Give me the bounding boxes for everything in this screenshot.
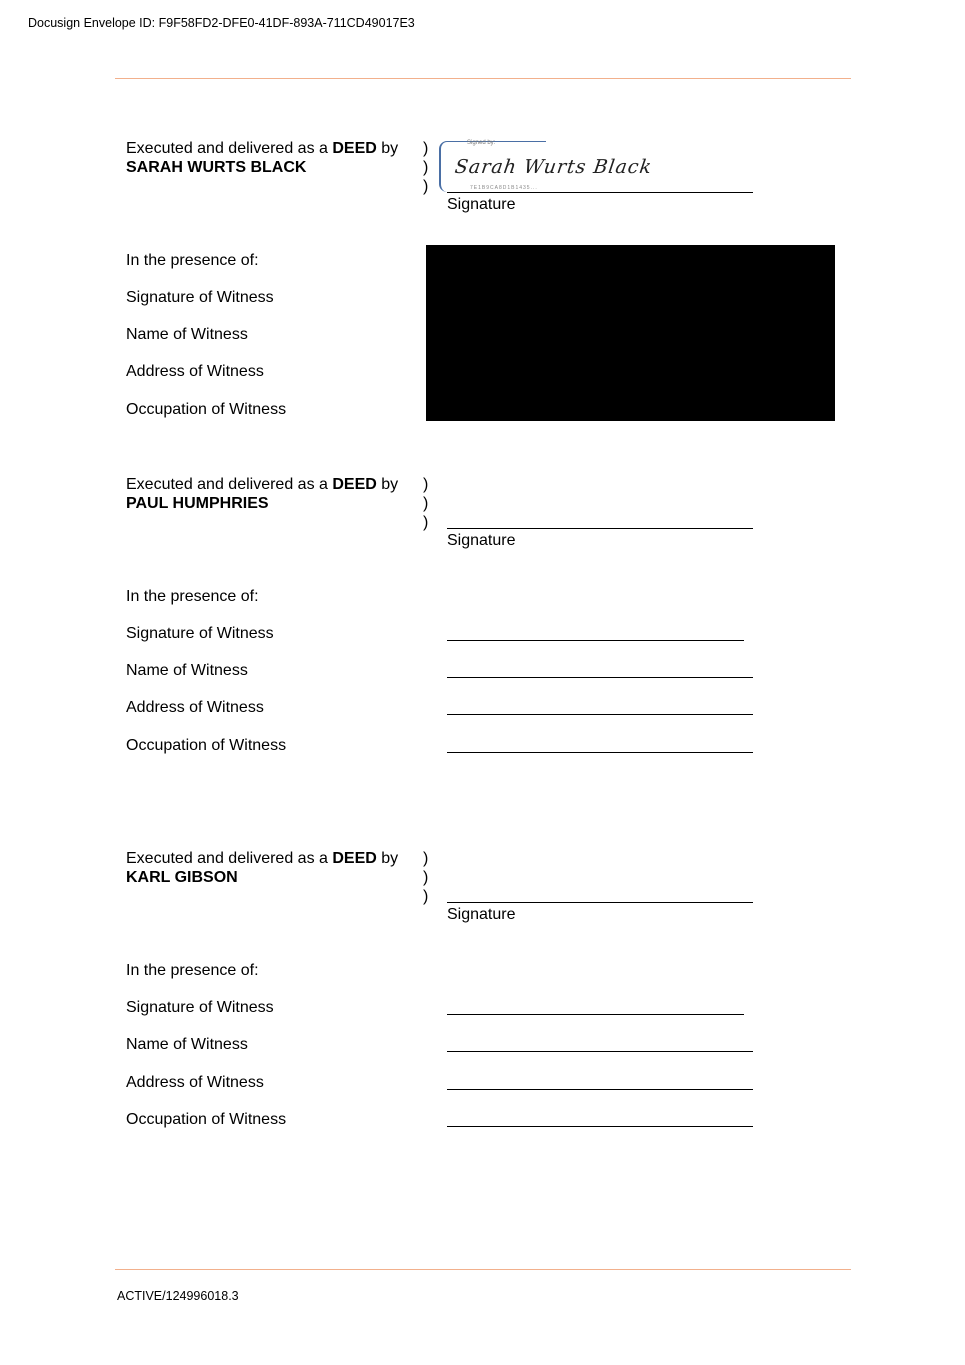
bracket: ) bbox=[423, 869, 429, 886]
bracket: ) bbox=[423, 178, 429, 195]
witness-address-line bbox=[447, 1089, 753, 1090]
witness-occupation-label: Occupation of Witness bbox=[126, 737, 287, 754]
witness-name-label: Name of Witness bbox=[126, 326, 248, 343]
signatory-name: KARL GIBSON bbox=[126, 869, 238, 886]
signed-by-label: Signed by: bbox=[467, 140, 496, 146]
witness-signature-line bbox=[447, 640, 744, 641]
bracket: ) bbox=[423, 476, 429, 493]
witness-name-line bbox=[447, 677, 753, 678]
signature-line bbox=[447, 528, 753, 529]
stamp-id: 7E1B9CA8D1B1435... bbox=[470, 185, 538, 191]
witness-occupation-line bbox=[447, 1126, 753, 1127]
signatory-name: PAUL HUMPHRIES bbox=[126, 495, 269, 512]
witness-occupation-label: Occupation of Witness bbox=[126, 1111, 287, 1128]
witness-signature-label: Signature of Witness bbox=[126, 289, 274, 306]
bracket: ) bbox=[423, 514, 429, 531]
executed-deed-line: Executed and delivered as a DEED by bbox=[126, 850, 399, 867]
bracket: ) bbox=[423, 495, 429, 512]
in-presence-label: In the presence of: bbox=[126, 252, 259, 269]
bracket: ) bbox=[423, 140, 429, 157]
bracket: ) bbox=[423, 159, 429, 176]
redaction-box bbox=[426, 245, 835, 421]
witness-name-label: Name of Witness bbox=[126, 1036, 248, 1053]
bracket: ) bbox=[423, 850, 429, 867]
in-presence-label: In the presence of: bbox=[126, 588, 259, 605]
document-reference: ACTIVE/124996018.3 bbox=[117, 1289, 239, 1303]
signatory-name: SARAH WURTS BLACK bbox=[126, 159, 307, 176]
signature-label: Signature bbox=[447, 532, 516, 549]
signature-line bbox=[447, 192, 753, 193]
witness-name-label: Name of Witness bbox=[126, 662, 248, 679]
signature-line bbox=[447, 902, 753, 903]
handwritten-signature: Sarah Wurts Black bbox=[453, 156, 654, 178]
witness-name-line bbox=[447, 1051, 753, 1052]
bracket: ) bbox=[423, 888, 429, 905]
executed-deed-line: Executed and delivered as a DEED by bbox=[126, 140, 399, 157]
witness-address-label: Address of Witness bbox=[126, 1074, 264, 1091]
footer-rule bbox=[115, 1269, 851, 1270]
witness-occupation-line bbox=[447, 752, 753, 753]
in-presence-label: In the presence of: bbox=[126, 962, 259, 979]
witness-signature-label: Signature of Witness bbox=[126, 999, 274, 1016]
signature-label: Signature bbox=[447, 196, 516, 213]
witness-address-label: Address of Witness bbox=[126, 699, 264, 716]
witness-signature-label: Signature of Witness bbox=[126, 625, 274, 642]
witness-address-line bbox=[447, 714, 753, 715]
signature-label: Signature bbox=[447, 906, 516, 923]
witness-occupation-label: Occupation of Witness bbox=[126, 401, 287, 418]
witness-signature-line bbox=[447, 1014, 744, 1015]
header-rule bbox=[115, 78, 851, 79]
executed-deed-line: Executed and delivered as a DEED by bbox=[126, 476, 399, 493]
witness-address-label: Address of Witness bbox=[126, 363, 264, 380]
docusign-envelope-id: Docusign Envelope ID: F9F58FD2-DFE0-41DF-893A-711CD49017E3 bbox=[28, 16, 415, 30]
